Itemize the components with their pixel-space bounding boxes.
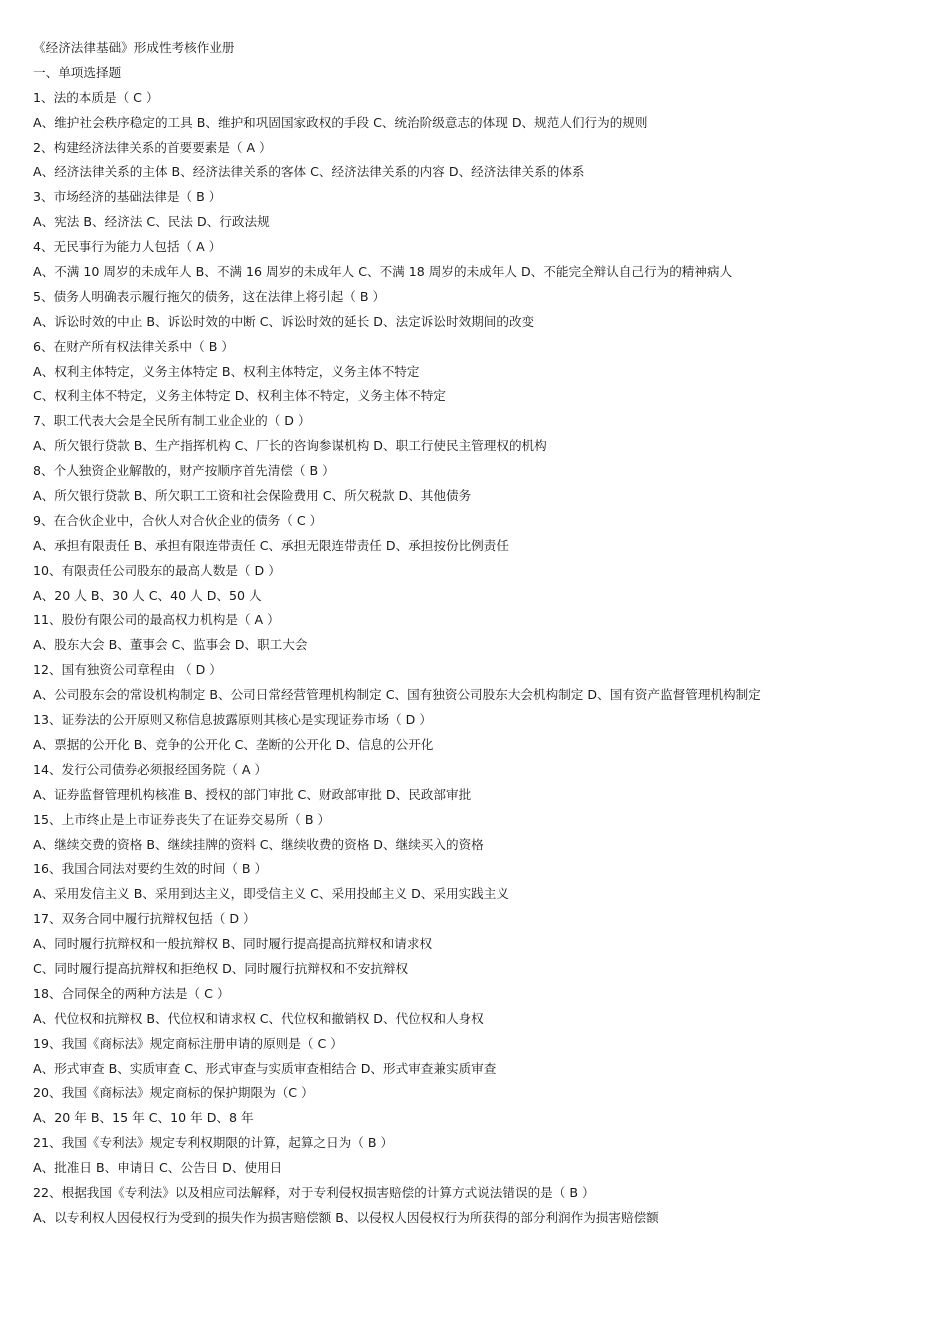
question-line: 7、职工代表大会是全民所有制工业企业的（ D ） (33, 413, 311, 429)
options-line: A、证券监督管理机构核准 B、授权的部门审批 C、财政部审批 D、民政部审批 (33, 786, 472, 802)
options-line: A、承担有限责任 B、承担有限连带责任 C、承担无限连带责任 D、承担按份比例责任 (33, 537, 509, 553)
options-line: A、宪法 B、经济法 C、民法 D、行政法规 (33, 214, 270, 230)
question-line: 1、法的本质是（ C ） (33, 89, 159, 105)
options-line: A、权利主体特定，义务主体特定 B、权利主体特定，义务主体不特定 (33, 363, 420, 379)
options-line: A、代位权和抗辩权 B、代位权和请求权 C、代位权和撤销权 D、代位权和人身权 (33, 1010, 484, 1026)
options-line: A、20 人 B、30 人 C、40 人 D、50 人 (33, 587, 262, 603)
options-line: A、公司股东会的常设机构制定 B、公司日常经营管理机构制定 C、国有独资公司股东大会机构制定 D、国有资产监督管理机构制定 (33, 687, 761, 703)
question-line: 4、无民事行为能力人包括（ A ） (33, 239, 222, 255)
question-line: 2、构建经济法律关系的首要要素是（ A ） (33, 139, 272, 155)
options-line: A、所欠银行贷款 B、生产指挥机构 C、厂长的咨询参谋机构 D、职工行使民主管理权的机构 (33, 438, 547, 454)
question-line: 21、我国《专利法》规定专利权期限的计算，起算之日为（ B ） (33, 1135, 394, 1151)
options-line: A、票据的公开化 B、竞争的公开化 C、垄断的公开化 D、信息的公开化 (33, 736, 434, 752)
options-line: A、维护社会秩序稳定的工具 B、维护和巩固国家政权的手段 C、统治阶级意志的体现 D、规范人们行为的规则 (33, 114, 648, 130)
question-list (33, 86, 933, 1231)
question-line: 16、我国合同法对要约生效的时间（ B ） (33, 861, 268, 877)
question-line: 11、股份有限公司的最高权力机构是（ A ） (33, 612, 280, 628)
options-line: A、不满 10 周岁的未成年人 B、不满 16 周岁的未成年人 C、不满 18 周岁的未成年人 D、不能完全辩认自己行为的精神病人 (33, 264, 733, 280)
question-line: 18、合同保全的两种方法是（ C ） (33, 985, 230, 1001)
question-line: 3、市场经济的基础法律是（ B ） (33, 189, 222, 205)
options-line: A、同时履行抗辩权和一般抗辩权 B、同时履行提高提高抗辩权和请求权 (33, 936, 433, 952)
options-line: A、采用发信主义 B、采用到达主义，即受信主义 C、采用投邮主义 D、采用实践主义 (33, 886, 509, 902)
question-line: 20、我国《商标法》规定商标的保护期限为（C ） (33, 1085, 314, 1101)
question-line: 19、我国《商标法》规定商标注册申请的原则是（ C ） (33, 1035, 343, 1051)
options-line: A、以专利权人因侵权行为受到的损失作为损害赔偿额 B、以侵权人因侵权行为所获得的部分利润作为损害赔偿额 (33, 1209, 659, 1225)
document-page (33, 36, 933, 1231)
question-line: 17、双务合同中履行抗辩权包括（ D ） (33, 911, 256, 927)
options-line: A、所欠银行贷款 B、所欠职工工资和社会保险费用 C、所欠税款 D、其他债务 (33, 488, 472, 504)
document-title: 《经济法律基础》形成性考核作业册 (33, 40, 235, 55)
options-line: A、继续交费的资格 B、继续挂牌的资料 C、继续收费的资格 D、继续买入的资格 (33, 836, 484, 852)
options-line: A、经济法律关系的主体 B、经济法律关系的客体 C、经济法律关系的内容 D、经济法律关系的体系 (33, 164, 585, 180)
options-line: A、股东大会 B、董事会 C、监事会 D、职工大会 (33, 637, 308, 653)
question-line: 14、发行公司债券必须报经国务院（ A ） (33, 761, 268, 777)
question-line: 13、证券法的公开原则又称信息披露原则其核心是实现证券市场（ D ） (33, 712, 432, 728)
question-line: 15、上市终止是上市证券丧失了在证券交易所（ B ） (33, 811, 331, 827)
question-line: 8、个人独资企业解散的，财产按顺序首先清偿（ B ） (33, 463, 335, 479)
question-line: 6、在财产所有权法律关系中（ B ） (33, 338, 234, 354)
question-line: 22、根据我国《专利法》以及相应司法解释，对于专利侵权损害赔偿的计算方式说法错误的是（ B ） (33, 1184, 595, 1200)
question-line: 5、债务人明确表示履行拖欠的债务，这在法律上将引起（ B ） (33, 288, 386, 304)
options-line: A、诉讼时效的中止 B、诉讼时效的中断 C、诉讼时效的延长 D、法定诉讼时效期间的改变 (33, 313, 535, 329)
question-line: 9、在合伙企业中，合伙人对合伙企业的债务（ C ） (33, 512, 323, 528)
question-line: 12、国有独资公司章程由 （ D ） (33, 662, 222, 678)
options-line: A、形式审查 B、实质审查 C、形式审查与实质审查相结合 D、形式审查兼实质审查 (33, 1060, 497, 1076)
section-heading: 一、单项选择题 (33, 64, 122, 80)
options-line: A、批准日 B、申请日 C、公告日 D、使用日 (33, 1160, 283, 1176)
question-line: 10、有限责任公司股东的最高人数是（ D ） (33, 562, 281, 578)
options-line: C、同时履行提高抗辩权和拒绝权 D、同时履行抗辩权和不安抗辩权 (33, 960, 409, 976)
options-line: A、20 年 B、15 年 C、10 年 D、8 年 (33, 1110, 254, 1126)
options-line: C、权利主体不特定，义务主体特定 D、权利主体不特定，义务主体不特定 (33, 388, 446, 404)
